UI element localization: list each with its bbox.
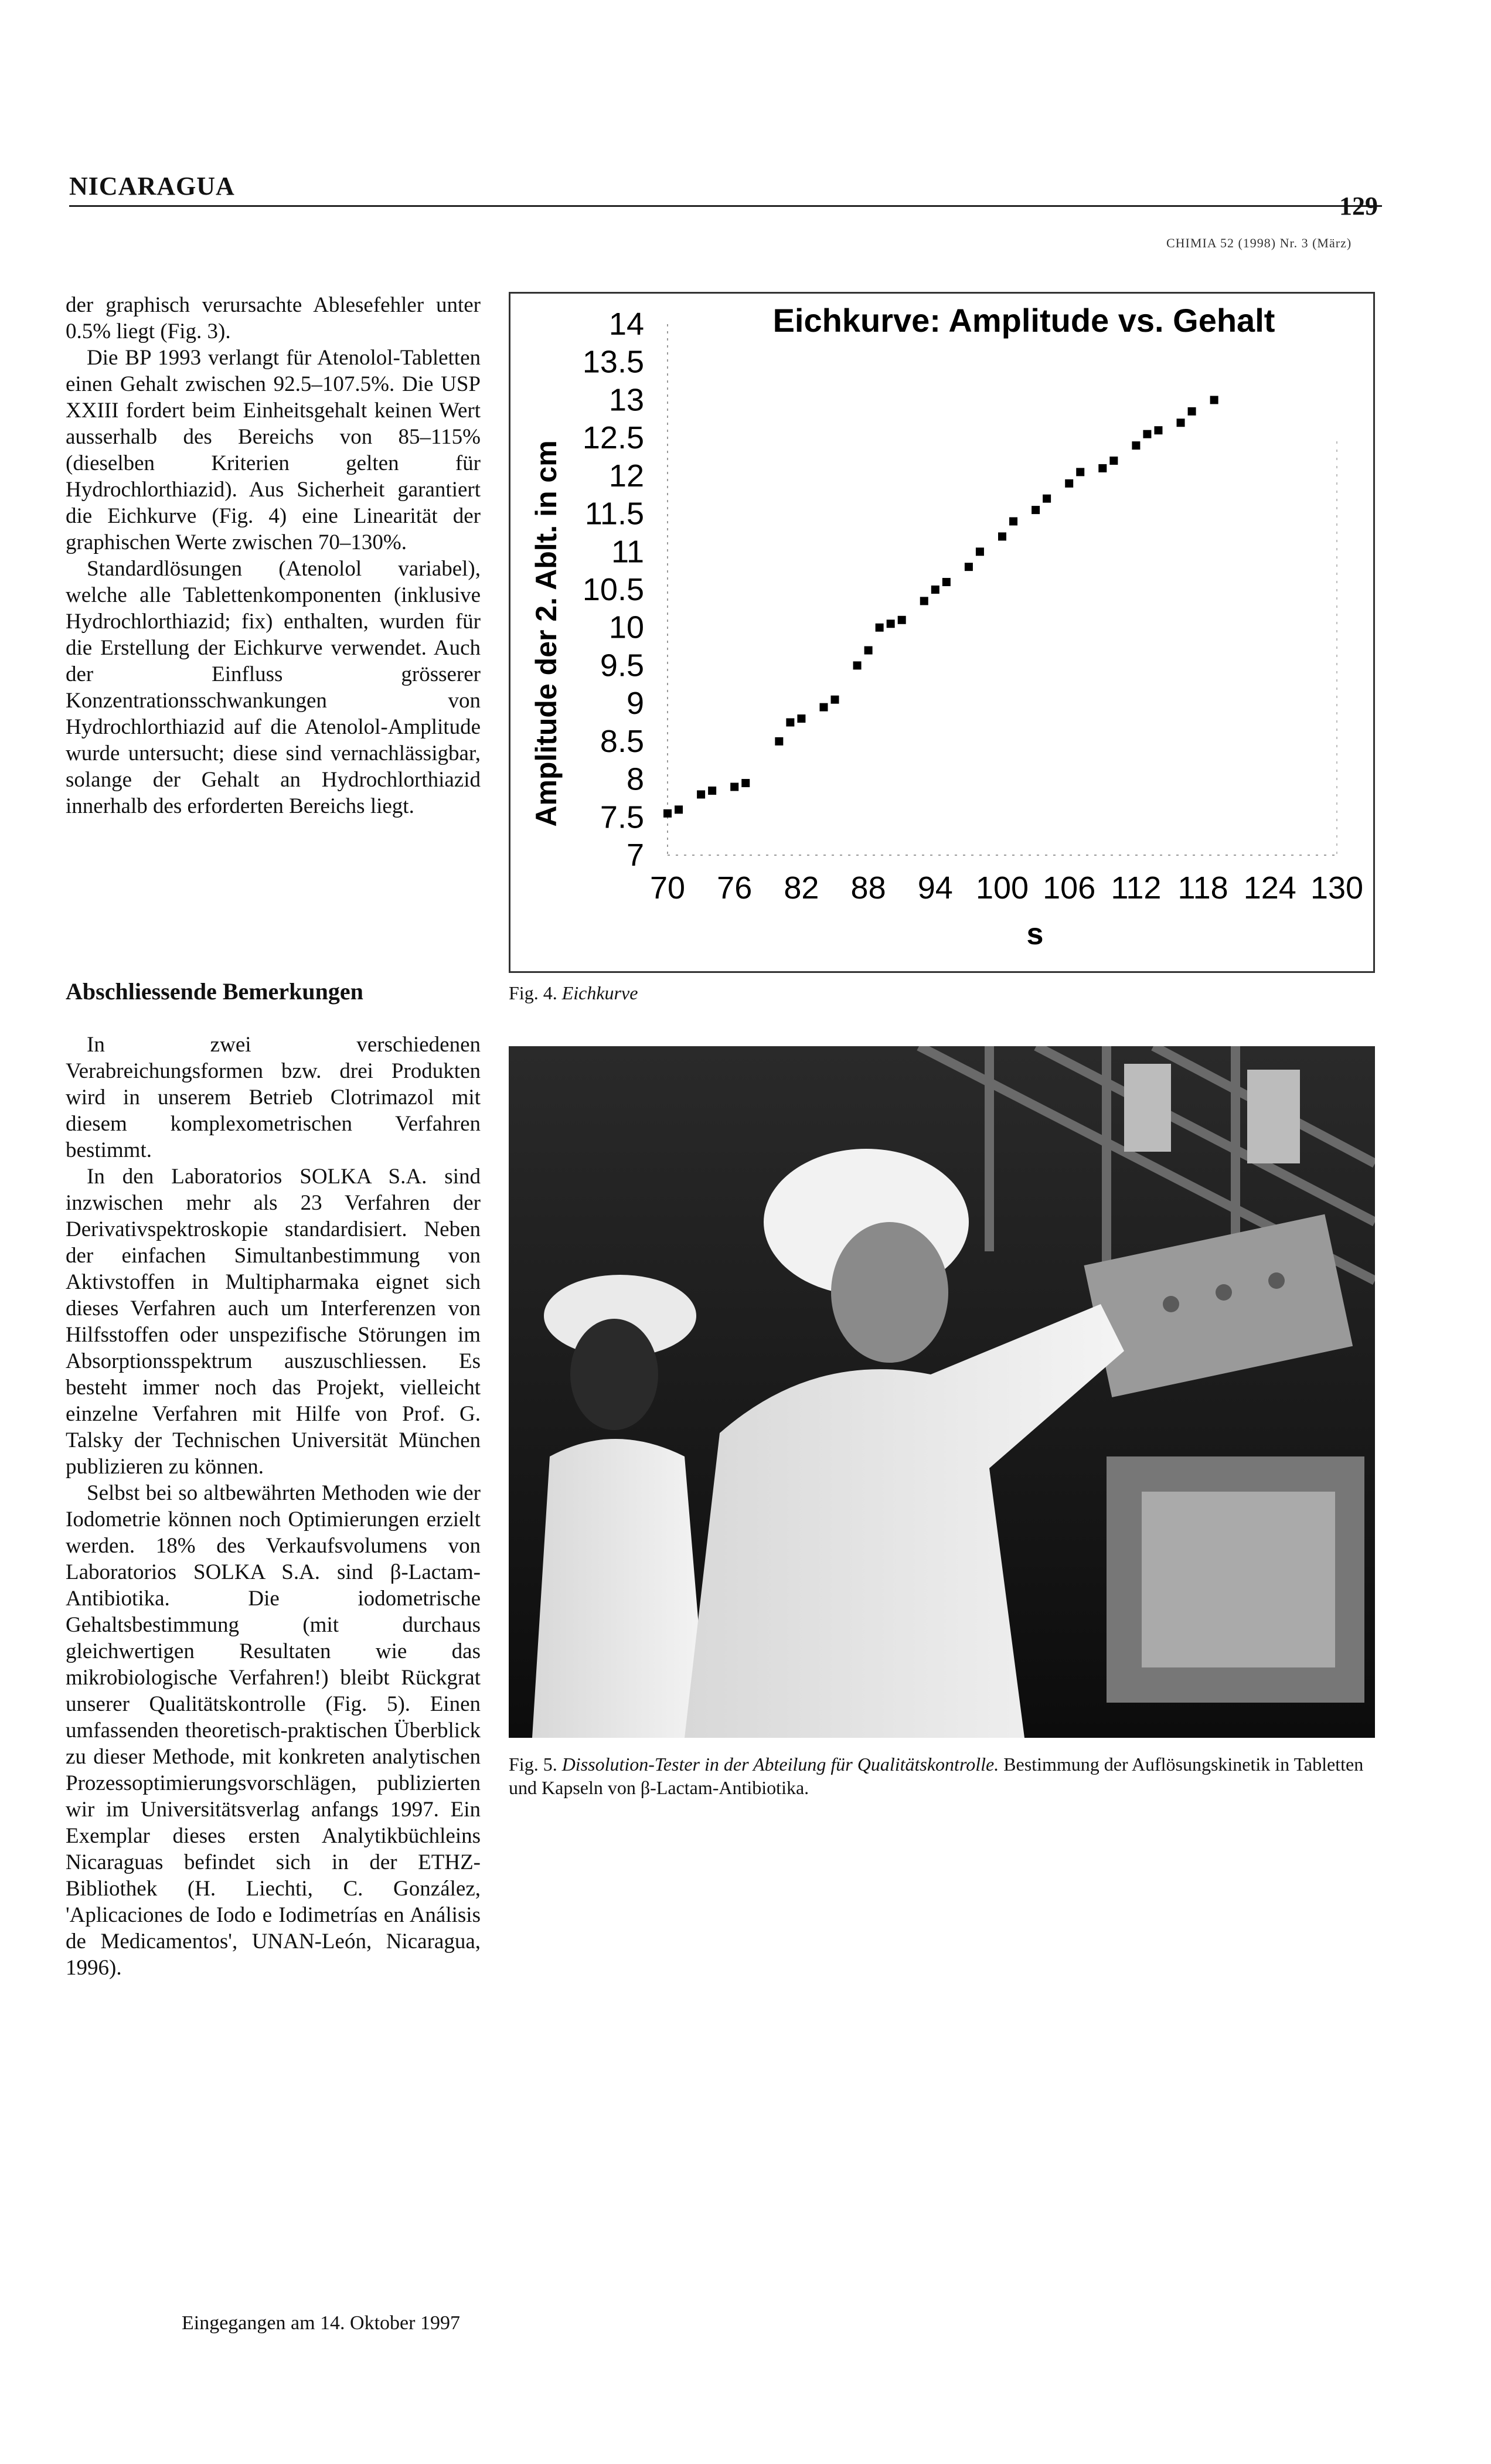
- data-point: [998, 532, 1006, 540]
- y-tick-label: 9: [626, 686, 644, 721]
- y-tick-label: 10.5: [582, 572, 644, 607]
- data-point: [730, 783, 738, 791]
- data-point: [1009, 518, 1017, 526]
- x-tick-label: 118: [1177, 870, 1228, 906]
- y-tick-label: 7: [626, 838, 644, 873]
- y-tick-label: 12.5: [582, 420, 644, 456]
- x-tick-label: 70: [649, 870, 686, 906]
- data-point: [1143, 430, 1151, 438]
- dissolution-tester-photo: [509, 1046, 1375, 1738]
- caption-title: Dissolution-Tester in der Abteilung für Qualitätskontrolle.: [561, 1754, 999, 1775]
- figure-4-frame: [509, 292, 1375, 973]
- figure-5-caption: [509, 1752, 1375, 1799]
- x-tick-label: 88: [850, 870, 886, 906]
- y-tick-label: 13.5: [582, 344, 644, 380]
- page-number: 129: [1339, 192, 1378, 220]
- data-point: [931, 586, 939, 594]
- data-point: [887, 620, 895, 628]
- running-head: NICARAGUA: [69, 172, 235, 200]
- left-column-top: [66, 292, 481, 819]
- paragraph: In zwei verschiedenen Verabreichungsformen bzw. drei Produkten wird in unserem Betrieb Clotrimazol mit diesem komplexometrischen Verfahren bestimmt.: [66, 1033, 481, 1162]
- data-point: [675, 805, 683, 814]
- paragraph: Selbst bei so altbewährten Methoden wie der Iodometrie können noch Optimierungen erzielt werden. 18% des Verkaufsvolumens von Laboratorios SOLKA S.A. sind β-Lactam-Antibiotika. Die iodometrische Gehaltsbestimmung (mit durchaus gleichwertigen Resultaten wie das mikrobiologische Verfahren!) bleibt Rückgrat unserer Qualitätskontrolle (Fig. 5). Einen umfassenden theoretisch-praktischen Überblick zu dieser Methode, mit konkreten analytischen Prozessoptimierungsvorschlägen, publizierten wir im Universitätsverlag anfangs 1997. Ein Exemplar dieses ersten Analytikbüchleins Nicaraguas befindet sich in der ETHZ-Bibliothek (H. Liechti, C. González, 'Aplicaciones de Iodo e Iodimetrías en Análisis de Medicamentos', UNAN-León, Nicaragua, 1996).: [66, 1481, 481, 1980]
- data-point: [976, 547, 984, 556]
- data-point: [942, 578, 951, 586]
- data-point: [898, 616, 906, 624]
- received-date: Eingegangen am 14. Oktober 1997: [182, 2312, 460, 2334]
- data-point: [741, 779, 750, 787]
- data-point: [1098, 464, 1107, 472]
- x-tick-label: 112: [1111, 870, 1162, 906]
- data-point: [819, 703, 828, 712]
- caption-prefix: Fig. 4.: [509, 982, 557, 1003]
- data-point: [1154, 426, 1162, 434]
- y-tick-label: 13: [608, 382, 644, 418]
- y-tick-label: 11: [611, 534, 644, 570]
- data-point: [1132, 441, 1140, 450]
- data-point: [1188, 407, 1196, 416]
- data-point: [663, 809, 672, 818]
- data-point: [1177, 418, 1185, 427]
- x-tick-label: 124: [1243, 870, 1296, 906]
- data-point: [708, 787, 716, 795]
- data-point: [1043, 495, 1051, 503]
- paragraph: der graphisch verursachte Ablesefehler unter 0.5% liegt (Fig. 3).: [66, 293, 481, 343]
- data-point: [1065, 479, 1073, 488]
- x-tick-label: 94: [917, 870, 953, 906]
- x-axis-label: s: [1026, 917, 1044, 951]
- data-point: [864, 646, 873, 655]
- y-tick-label: 7.5: [600, 799, 644, 835]
- paragraph: Standardlösungen (Atenolol variabel), welche alle Tablettenkomponenten (inklusive Hydrochlorthiazid; fix) enthalten, wurden für die Erstellung der Eichkurve verwendet. Auch der Einfluss grösserer Konzentrationsschwankungen von Hydrochlorthiazid auf die Atenolol-Amplitude wurde untersucht; diese sind vernachlässigbar, solange der Gehalt an Hydrochlorthiazid innerhalb des erforderten Bereichs liegt.: [66, 557, 481, 818]
- figure-4-caption: [509, 982, 638, 1004]
- y-tick-label: 8: [626, 761, 644, 797]
- data-point: [965, 563, 973, 571]
- data-point: [853, 661, 862, 669]
- chart-points: [663, 396, 1218, 817]
- y-tick-label: 14: [608, 307, 644, 342]
- y-tick-label: 11.5: [584, 496, 644, 532]
- journal-reference: CHIMIA 52 (1998) Nr. 3 (März): [1166, 236, 1352, 250]
- data-point: [1109, 457, 1118, 465]
- y-tick-label: 10: [608, 610, 644, 645]
- data-point: [876, 624, 884, 632]
- section-heading: Abschliessende Bemerkungen: [66, 978, 363, 1005]
- data-point: [786, 719, 794, 727]
- left-column-bottom: [66, 1032, 481, 1981]
- data-point: [697, 790, 705, 798]
- caption-text: Bestimmung der Auflösungskinetik in Tabletten und Kapseln von β-Lactam-Antibiotika.: [509, 1754, 1364, 1798]
- data-point: [797, 714, 805, 723]
- data-point: [831, 696, 839, 704]
- x-tick-label: 130: [1310, 870, 1364, 906]
- x-tick-label: 100: [975, 870, 1029, 906]
- paragraph: In den Laboratorios SOLKA S.A. sind inzwischen mehr als 23 Verfahren der Derivativspektroskopie standardisiert. Neben der einfachen Simultanbestimmung von Aktivstoffen in Multipharmaka eignet sich dieses Verfahren auch um Interferenzen von Hilfsstoffen oder unspezifische Störungen im Absorptionsspektrum auszuschliessen. Es besteht immer noch das Projekt, vielleicht einzelne Verfahren mit Hilfe von Prof. G. Talsky der Technischen Universität München publizieren zu können.: [66, 1165, 481, 1479]
- data-point: [1076, 468, 1084, 476]
- caption-prefix: Fig. 5.: [509, 1754, 557, 1775]
- chart-title: Eichkurve: Amplitude vs. Gehalt: [772, 302, 1275, 339]
- calibration-chart: [510, 294, 1373, 971]
- y-tick-label: 8.5: [600, 723, 644, 759]
- paragraph: Die BP 1993 verlangt für Atenolol-Tabletten einen Gehalt zwischen 92.5–107.5%. Die USP XXIII fordert beim Einheitsgehalt keinen Wert ausserhalb des Bereichs von 85–115% (dieselben Kriterien gelten für Hydrochlorthiazid). Aus Sicherheit garantiert die Eichkurve (Fig. 4) eine Linearität der graphischen Werte zwischen 70–130%.: [66, 346, 481, 554]
- data-point: [1210, 396, 1218, 404]
- x-tick-label: 106: [1043, 870, 1096, 906]
- y-tick-label: 9.5: [600, 648, 644, 683]
- x-tick-label: 76: [717, 870, 753, 906]
- header-rule: [69, 205, 1382, 207]
- data-point: [1032, 506, 1040, 514]
- chart-axes: [583, 307, 1363, 906]
- y-tick-label: 12: [608, 458, 644, 494]
- x-tick-label: 82: [784, 870, 819, 906]
- data-point: [920, 597, 928, 605]
- data-point: [775, 737, 783, 746]
- caption-title: Eichkurve: [561, 982, 638, 1003]
- y-axis-label: Amplitude der 2. Ablt. in cm: [530, 440, 563, 827]
